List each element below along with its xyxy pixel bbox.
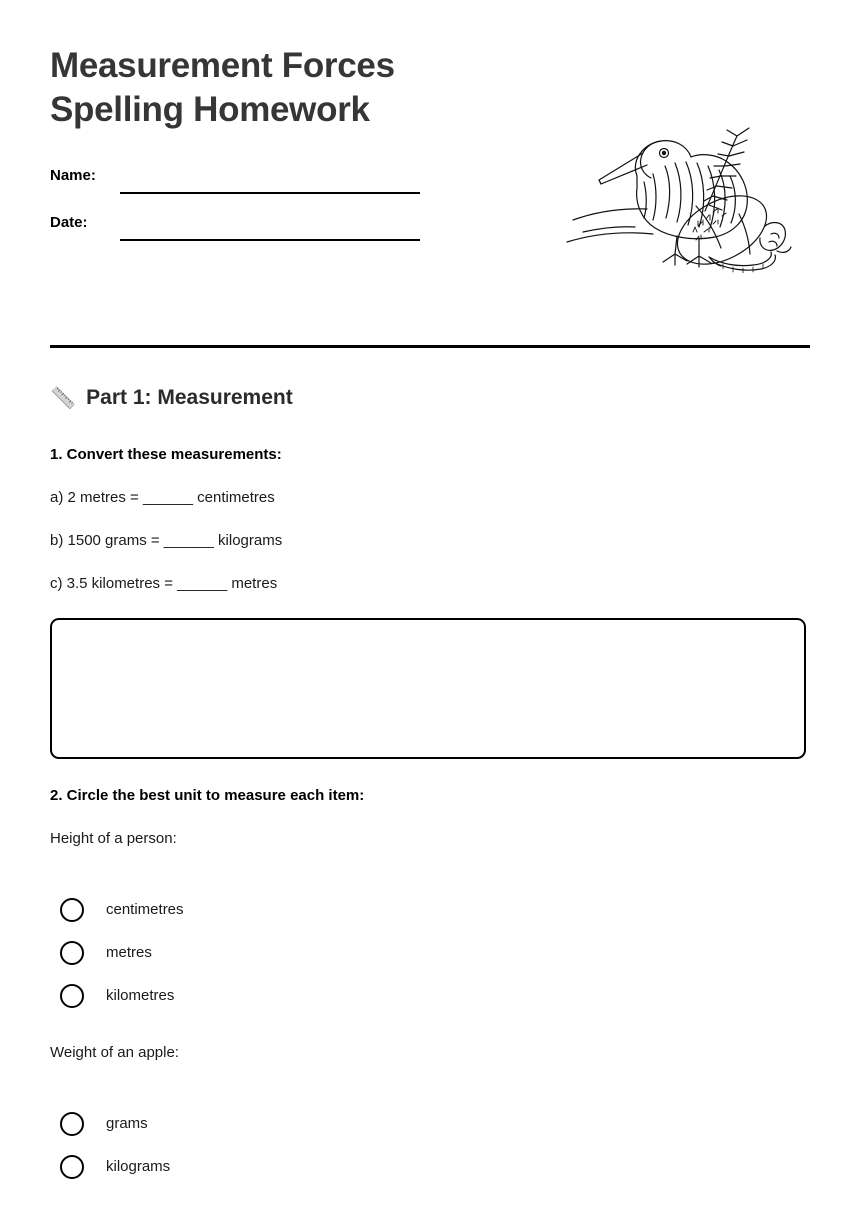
page-title-line-1: Measurement Forces bbox=[50, 46, 395, 85]
option-label: metres bbox=[106, 944, 152, 961]
page-title bbox=[50, 44, 520, 132]
question-2-group-2-prompt: Weight of an apple: bbox=[50, 1044, 179, 1061]
question-2-group-2-options bbox=[50, 1102, 810, 1188]
option-label: grams bbox=[106, 1115, 148, 1132]
option-row-kilograms[interactable] bbox=[50, 1145, 810, 1188]
kiwi-bird-illustration bbox=[565, 108, 795, 273]
section-divider bbox=[50, 345, 810, 348]
radio-circle-icon[interactable] bbox=[60, 1112, 84, 1136]
question-1-item-a: a) 2 metres = ______ centimetres bbox=[50, 489, 275, 506]
question-1-answer-box[interactable] bbox=[50, 618, 806, 759]
option-row-grams[interactable] bbox=[50, 1102, 810, 1145]
option-label: kilometres bbox=[106, 987, 175, 1004]
option-row-centimetres[interactable] bbox=[50, 888, 810, 931]
option-row-metres[interactable] bbox=[50, 931, 810, 974]
radio-circle-icon[interactable] bbox=[60, 898, 84, 922]
option-label: kilograms bbox=[106, 1158, 171, 1175]
ruler-icon: 📏 bbox=[50, 386, 77, 410]
option-row-kilometres[interactable] bbox=[50, 974, 810, 1017]
question-1-item-b: b) 1500 grams = ______ kilograms bbox=[50, 532, 283, 549]
page-title-line-2: Spelling Homework bbox=[50, 90, 370, 129]
name-input-line[interactable] bbox=[120, 192, 420, 194]
radio-circle-icon[interactable] bbox=[60, 941, 84, 965]
radio-circle-icon[interactable] bbox=[60, 984, 84, 1008]
worksheet-body bbox=[50, 386, 810, 1215]
question-1-heading: 1. Convert these measurements: bbox=[50, 446, 282, 463]
date-field-label: Date: bbox=[50, 214, 88, 231]
option-label: centimetres bbox=[106, 901, 184, 918]
name-field-label: Name: bbox=[50, 167, 96, 184]
question-2-heading: 2. Circle the best unit to measure each item: bbox=[50, 787, 365, 804]
date-input-line[interactable] bbox=[120, 239, 420, 241]
question-2-group-1-prompt: Height of a person: bbox=[50, 830, 177, 847]
part1-heading bbox=[50, 386, 810, 410]
radio-circle-icon[interactable] bbox=[60, 1155, 84, 1179]
part1-heading-label: Part 1: Measurement bbox=[86, 386, 293, 409]
question-1-item-c: c) 3.5 kilometres = ______ metres bbox=[50, 575, 278, 592]
question-2-group-1-options bbox=[50, 888, 810, 1017]
